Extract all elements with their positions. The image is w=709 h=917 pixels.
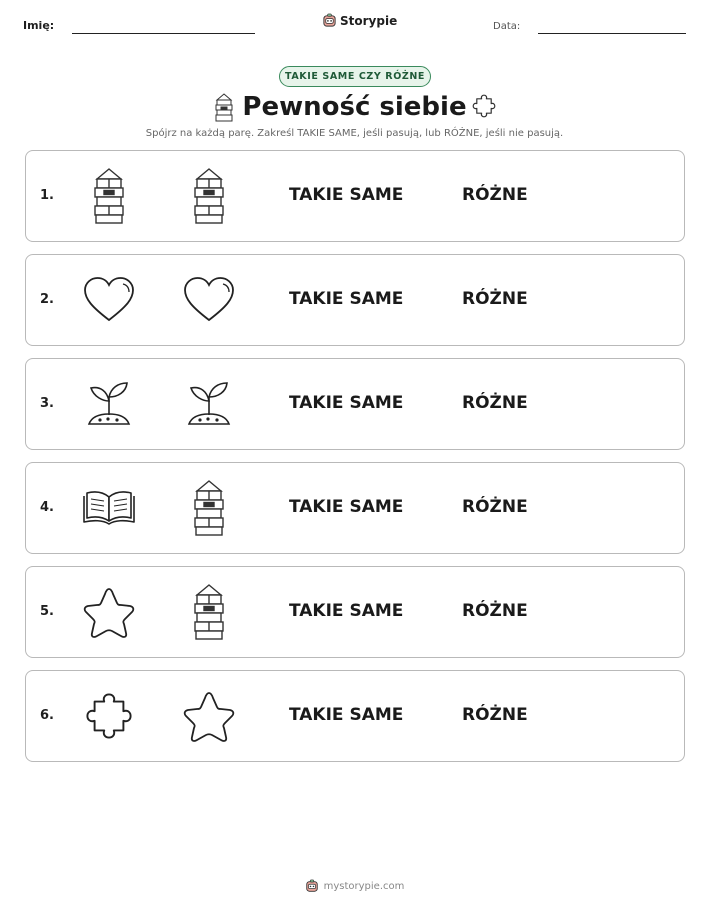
heart-icon [79,269,139,331]
sprout-icon [79,373,139,435]
option-takie-same[interactable]: TAKIE SAME [289,497,404,517]
question-number: 3. [40,396,54,411]
question-number: 1. [40,188,54,203]
option-rozne[interactable]: RÓŻNE [462,393,528,413]
option-takie-same[interactable]: TAKIE SAME [289,705,404,725]
name-line[interactable] [72,33,255,34]
question-row [25,150,685,242]
question-row [25,358,685,450]
blocks-tower-icon [179,581,239,643]
page-title: Pewność siebie [242,92,467,122]
question-number: 4. [40,500,54,515]
date-label: Data: [493,21,521,32]
footer [0,879,709,893]
question-number: 5. [40,604,54,619]
worksheet-header [0,0,709,50]
blocks-tower-icon [179,477,239,539]
option-rozne[interactable]: RÓŻNE [462,705,528,725]
footer-url[interactable]: mystorypie.com [323,880,405,892]
option-takie-same[interactable]: TAKIE SAME [289,601,404,621]
name-label: Imię: [23,19,55,32]
storypie-mascot-icon [305,879,319,893]
option-takie-same[interactable]: TAKIE SAME [289,289,404,309]
question-row [25,462,685,554]
puzzle-piece-icon [79,685,139,747]
question-number: 6. [40,708,54,723]
option-rozne[interactable]: RÓŻNE [462,601,528,621]
question-number: 2. [40,292,54,307]
question-list [25,150,685,774]
question-row [25,254,685,346]
sprout-icon [179,373,239,435]
title-row [0,90,709,128]
instructions: Spójrz na każdą parę. Zakreśl TAKIE SAME, jeśli pasują, lub RÓŻNE, jeśli nie pasują. [145,128,564,139]
date-line[interactable] [538,33,686,34]
blocks-tower-icon [179,165,239,227]
option-takie-same[interactable]: TAKIE SAME [289,185,404,205]
question-row [25,670,685,762]
option-rozne[interactable]: RÓŻNE [462,289,528,309]
star-icon [79,581,139,643]
storypie-mascot-icon [322,13,337,28]
option-takie-same[interactable]: TAKIE SAME [289,393,404,413]
heart-icon [179,269,239,331]
blocks-tower-icon [79,165,139,227]
option-rozne[interactable]: RÓŻNE [462,497,528,517]
option-rozne[interactable]: RÓŻNE [462,185,528,205]
open-book-icon [79,477,139,539]
worksheet-type-badge: TAKIE SAME CZY RÓŻNE [279,66,431,87]
brand-name: Storypie [340,13,398,28]
question-row [25,566,685,658]
star-icon [179,685,239,747]
brand-logo [322,13,397,28]
puzzle-piece-icon [472,92,496,120]
